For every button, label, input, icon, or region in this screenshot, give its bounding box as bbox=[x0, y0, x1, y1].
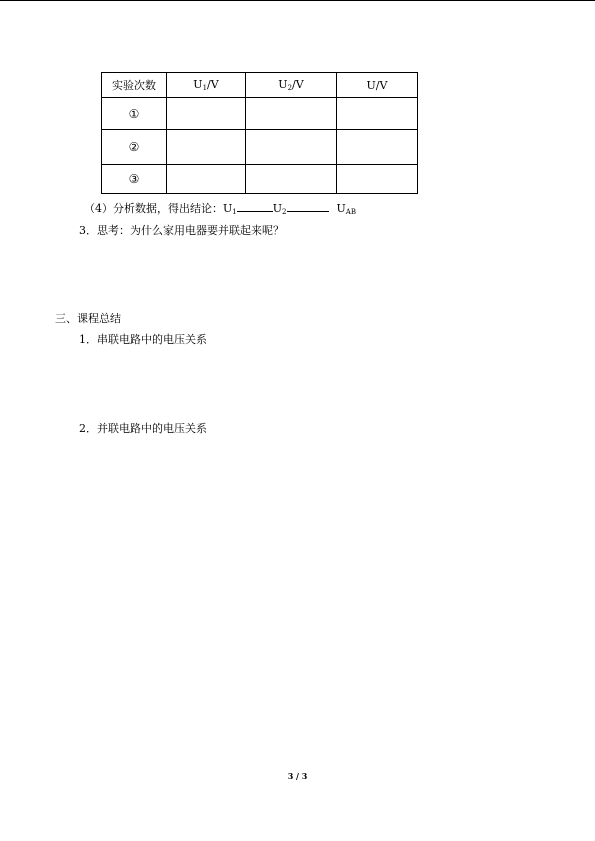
data-table bbox=[101, 72, 418, 194]
summary-item-2: 2．并联电路中的电压关系 bbox=[79, 422, 207, 435]
header-u1: $U_1/V$ bbox=[167, 73, 246, 98]
think-question: 3．思考：为什么家用电器要并联起来呢？ bbox=[79, 224, 284, 237]
cell-u2 bbox=[246, 130, 337, 165]
cell-u bbox=[337, 165, 418, 194]
conclusion-blank-2[interactable] bbox=[287, 202, 329, 212]
row-label: ① bbox=[102, 98, 167, 130]
cell-u1 bbox=[167, 165, 246, 194]
row-label: ② bbox=[102, 130, 167, 165]
table-header-row bbox=[102, 73, 418, 98]
header-trial: 实验次数 bbox=[102, 73, 167, 98]
table-row bbox=[102, 98, 418, 130]
header-u2: $U_2/V$ bbox=[246, 73, 337, 98]
table-row bbox=[102, 130, 418, 165]
cell-u bbox=[337, 98, 418, 130]
cell-u2 bbox=[246, 98, 337, 130]
conclusion-blank-1[interactable] bbox=[237, 202, 273, 212]
cell-u1 bbox=[167, 130, 246, 165]
header-rule bbox=[0, 0, 595, 1]
cell-u1 bbox=[167, 98, 246, 130]
table-row bbox=[102, 165, 418, 194]
header-u: U/V bbox=[337, 73, 418, 98]
cell-u2 bbox=[246, 165, 337, 194]
page-number: 3 / 3 bbox=[287, 771, 308, 781]
row-label: ③ bbox=[102, 165, 167, 194]
conclusion-line: （4）分析数据，得出结论：$U_1$ $U_2$ $U_{AB}$ bbox=[84, 202, 356, 216]
summary-item-1: 1．串联电路中的电压关系 bbox=[79, 333, 207, 346]
cell-u bbox=[337, 130, 418, 165]
section-title: 三、课程总结 bbox=[55, 312, 121, 325]
